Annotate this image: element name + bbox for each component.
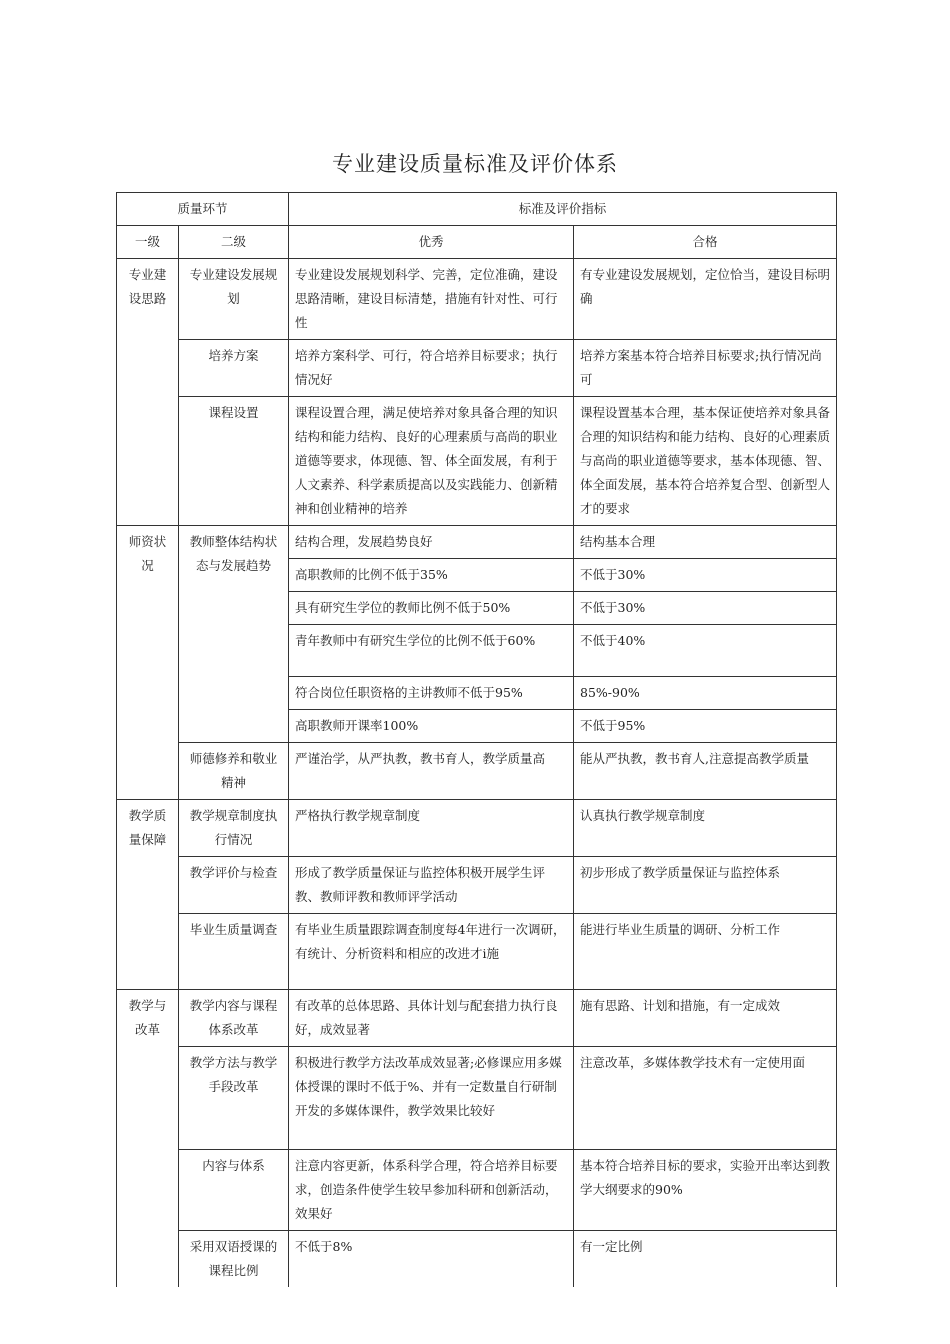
level1-cell: 教学质量保障	[117, 800, 179, 990]
excellent-cell: 形成了教学质量保证与监控体积极开展学生评教、教师评教和教师评学活动	[289, 857, 574, 914]
header-criteria: 标准及评价指标	[289, 193, 837, 226]
excellent-cell: 积极进行教学方法改革成效显著;必修课应用多媒体授课的课时不低于%、并有一定数量自行研制开发的多媒体课件，教学效果比较好	[289, 1047, 574, 1150]
qualified-cell: 能从严执教，教书育人,注意提高教学质量	[574, 743, 837, 800]
page-title: 专业建设质量标准及评价体系	[332, 152, 618, 176]
qualified-cell: 施有思路、计划和措施，有一定成效	[574, 990, 837, 1047]
table-row	[117, 259, 837, 340]
excellent-cell: 青年教师中有研究生学位的比例不低于60%	[289, 625, 574, 677]
qualified-cell: 能进行毕业生质量的调研、分析工作	[574, 914, 837, 990]
excellent-cell: 符合岗位任职资格的主讲教师不低于95%	[289, 677, 574, 710]
excellent-cell: 严谨治学，从严执教，教书育人，教学质量高	[289, 743, 574, 800]
table-row	[117, 526, 837, 559]
level2-cell: 采用双语授课的课程比例	[179, 1231, 289, 1288]
table-row	[117, 743, 837, 800]
excellent-cell: 不低于8%	[289, 1231, 574, 1288]
level2-cell: 教学规章制度执行情况	[179, 800, 289, 857]
table-row	[117, 1047, 837, 1150]
level2-cell: 内容与体系	[179, 1150, 289, 1231]
qualified-cell: 不低于30%	[574, 592, 837, 625]
table-row	[117, 990, 837, 1047]
table-row	[117, 914, 837, 990]
qualified-cell: 初步形成了教学质量保证与监控体系	[574, 857, 837, 914]
qualified-cell: 不低于30%	[574, 559, 837, 592]
qualified-cell: 不低于40%	[574, 625, 837, 677]
header-level1: 一级	[117, 226, 179, 259]
excellent-cell: 结构合理，发展趋势良好	[289, 526, 574, 559]
level1-cell: 教学与改革	[117, 990, 179, 1288]
level2-cell: 课程设置	[179, 397, 289, 526]
excellent-cell: 高职教师的比例不低于35%	[289, 559, 574, 592]
table-row	[117, 397, 837, 526]
level2-cell: 师德修养和敬业精神	[179, 743, 289, 800]
header-qualified: 合格	[574, 226, 837, 259]
level2-cell: 培养方案	[179, 340, 289, 397]
table-row	[117, 1150, 837, 1231]
excellent-cell: 有毕业生质量跟踪调查制度每4年进行一次调研，有统计、分析资料和相应的改进才i施	[289, 914, 574, 990]
excellent-cell: 具有研究生学位的教师比例不低于50%	[289, 592, 574, 625]
qualified-cell: 有专业建设发展规划，定位恰当，建设目标明确	[574, 259, 837, 340]
qualified-cell: 85%-90%	[574, 677, 837, 710]
level1-cell: 师资状况	[117, 526, 179, 800]
qualified-cell: 有一定比例	[574, 1231, 837, 1288]
excellent-cell: 专业建设发展规划科学、完善，定位准确，建设思路清晰，建设目标清楚，措施有针对性、可行性	[289, 259, 574, 340]
header-excellent: 优秀	[289, 226, 574, 259]
table-row	[117, 340, 837, 397]
excellent-cell: 注意内容更新，体系科学合理，符合培养目标要求，创造条件使学生较早参加科研和创新活动，效果好	[289, 1150, 574, 1231]
level2-cell: 教学评价与检查	[179, 857, 289, 914]
excellent-cell: 严格执行教学规章制度	[289, 800, 574, 857]
qualified-cell: 培养方案基本符合培养目标要求;执行情况尚可	[574, 340, 837, 397]
level2-cell: 教学方法与教学手段改革	[179, 1047, 289, 1150]
qualified-cell: 注意改革，多媒体教学技术有一定使用面	[574, 1047, 837, 1150]
qualified-cell: 不低于95%	[574, 710, 837, 743]
header-level2: 二级	[179, 226, 289, 259]
excellent-cell: 课程设置合理，满足使培养对象具备合理的知识结构和能力结构、良好的心理素质与高尚的职业道德等要求，体现德、智、体全面发展，有利于人文素养、科学素质提高以及实践能力、创新精神和创业精神的培养	[289, 397, 574, 526]
qualified-cell: 结构基本合理	[574, 526, 837, 559]
level2-cell: 教学内容与课程体系改革	[179, 990, 289, 1047]
table-row	[117, 857, 837, 914]
qualified-cell: 课程设置基本合理，基本保证使培养对象具备合理的知识结构和能力结构、良好的心理素质与高尚的职业道德等要求，基本体现德、智、体全面发展，基本符合培养复合型、创新型人才的要求	[574, 397, 837, 526]
excellent-cell: 高职教师开课率100%	[289, 710, 574, 743]
standards-table	[116, 192, 837, 1287]
table-row	[117, 1231, 837, 1288]
level2-cell: 教师整体结构状态与发展趋势	[179, 526, 289, 743]
level2-cell: 毕业生质量调查	[179, 914, 289, 990]
qualified-cell: 认真执行教学规章制度	[574, 800, 837, 857]
header-quality-link: 质量环节	[117, 193, 289, 226]
level1-cell: 专业建设思路	[117, 259, 179, 526]
excellent-cell: 有改革的总体思路、具体计划与配套措力执行良好，成效显著	[289, 990, 574, 1047]
level2-cell: 专业建设发展规划	[179, 259, 289, 340]
table-row	[117, 800, 837, 857]
excellent-cell: 培养方案科学、可行，符合培养目标要求；执行情况好	[289, 340, 574, 397]
qualified-cell: 基本符合培养目标的要求，实验开出率达到教学大纲要求的90%	[574, 1150, 837, 1231]
